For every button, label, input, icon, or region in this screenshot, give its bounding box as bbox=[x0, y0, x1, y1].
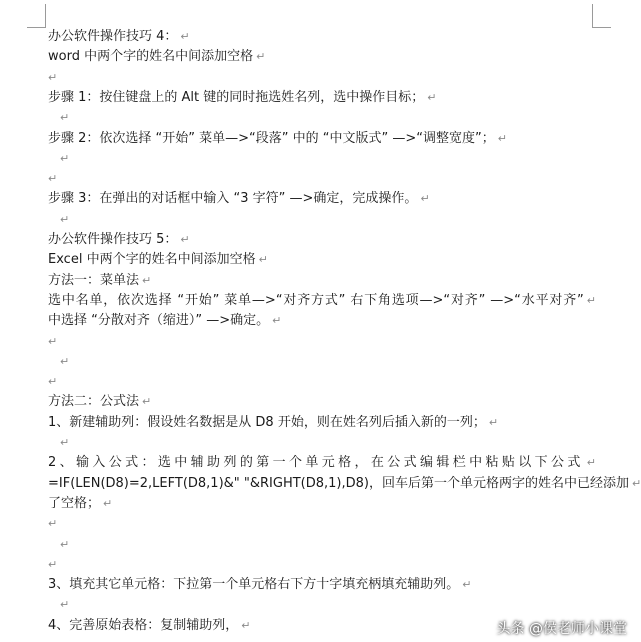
paragraph-text: 办公软件操作技巧 4： bbox=[48, 29, 178, 44]
paragraph-line bbox=[48, 494, 112, 514]
paragraph-mark-icon: ↵ bbox=[258, 253, 268, 267]
paragraph-text: 步骤 1：按住键盘上的 Alt 键的同时拖选姓名列，选中操作目标； bbox=[48, 89, 425, 105]
paragraph-line bbox=[48, 27, 190, 47]
paragraph-line bbox=[48, 129, 507, 149]
paragraph-mark-icon: ↵ bbox=[241, 618, 251, 632]
paragraph-text: 中选择 “分散对齐（缩进）” —>确定。 bbox=[48, 313, 270, 329]
paragraph-mark-icon: ↵ bbox=[48, 557, 58, 571]
paragraph-mark-icon: ↵ bbox=[427, 90, 437, 104]
paragraph-mark-icon: ↵ bbox=[60, 537, 70, 551]
paragraph-text: 方法一：菜单法 bbox=[48, 272, 140, 288]
paragraph-text: 步骤 3：在弹出的对话框中输入 “3 字符” —>确定，完成操作。 bbox=[48, 191, 418, 207]
paragraph-mark-icon: ↵ bbox=[60, 436, 70, 449]
paragraph-mark-icon: ↵ bbox=[103, 496, 113, 510]
paragraph-mark-icon: ↵ bbox=[48, 172, 58, 186]
paragraph-mark-icon: ↵ bbox=[488, 415, 499, 429]
paragraph-text: 1、新建辅助列：假设姓名数据是从 D8 开始，则在姓名列后插入新的一列； bbox=[48, 414, 486, 430]
paragraph-mark-icon: ↵ bbox=[256, 50, 266, 64]
paragraph-text: 3、填充其它单元格：下拉第一个单元格右下方十字填充柄填充辅助列。 bbox=[48, 577, 460, 593]
paragraph-line bbox=[48, 616, 251, 636]
paragraph-text: 步骤 2：依次选择 “开始” 菜单—>“段落” 中的 “中文版式” —>“调整宽度”； bbox=[48, 130, 495, 146]
paragraph-text: 方法二：公式法 bbox=[48, 394, 140, 410]
paragraph-mark-icon: ↵ bbox=[48, 70, 58, 84]
paragraph-mark-icon: ↵ bbox=[48, 334, 58, 348]
paragraph-line bbox=[48, 575, 472, 595]
paragraph-text: 选中名单，依次选择 “开始” 菜单—>“对齐方式” 右下角选项—>“对齐” —>“水平对齐” bbox=[48, 292, 584, 308]
empty-paragraph bbox=[48, 372, 57, 392]
empty-paragraph bbox=[48, 149, 69, 169]
paragraph-mark-icon: ↵ bbox=[180, 233, 190, 246]
paragraph-line bbox=[48, 392, 151, 412]
paragraph-mark-icon: ↵ bbox=[272, 314, 282, 328]
page-corner-mark-top-right bbox=[592, 4, 611, 28]
paragraph-line bbox=[48, 271, 151, 291]
paragraph-text: =IF(LEN(D8)=2,LEFT(D8,1)&" "&RIGHT(D8,1),D8)，回车后第一个单元格两字的姓名中已经添加 bbox=[48, 475, 629, 491]
empty-paragraph bbox=[48, 68, 57, 88]
paragraph-mark-icon: ↵ bbox=[632, 476, 641, 490]
paragraph-line bbox=[48, 413, 498, 433]
paragraph-mark-icon: ↵ bbox=[60, 111, 70, 125]
paragraph-line bbox=[48, 47, 265, 67]
paragraph-text: 了空格； bbox=[48, 495, 101, 511]
paragraph-mark-icon: ↵ bbox=[586, 293, 596, 307]
empty-paragraph bbox=[48, 514, 57, 534]
paragraph-line bbox=[48, 291, 596, 311]
paragraph-line bbox=[48, 311, 281, 331]
empty-paragraph bbox=[48, 332, 57, 352]
watermark: 头条 @侯老师小课堂 bbox=[496, 621, 627, 637]
paragraph-mark-icon: ↵ bbox=[48, 375, 58, 389]
empty-paragraph bbox=[48, 595, 69, 615]
paragraph-line bbox=[48, 189, 430, 209]
paragraph-line bbox=[48, 88, 437, 108]
paragraph-mark-icon: ↵ bbox=[462, 578, 472, 592]
paragraph-mark-icon: ↵ bbox=[180, 30, 190, 43]
paragraph-text: Excel 中两个字的姓名中间添加空格 bbox=[48, 252, 256, 268]
paragraph-mark-icon: ↵ bbox=[60, 598, 70, 612]
paragraph-line bbox=[48, 230, 190, 250]
paragraph-text: word 中两个字的姓名中间添加空格 bbox=[48, 49, 254, 65]
paragraph-line bbox=[48, 453, 596, 473]
empty-paragraph bbox=[48, 352, 69, 372]
empty-paragraph bbox=[48, 535, 69, 555]
paragraph-mark-icon: ↵ bbox=[60, 151, 70, 165]
paragraph-mark-icon: ↵ bbox=[48, 517, 58, 531]
empty-paragraph bbox=[48, 433, 69, 453]
paragraph-text: 4、完善原始表格：复制辅助列， bbox=[48, 617, 239, 633]
empty-paragraph bbox=[48, 555, 57, 575]
paragraph-line bbox=[48, 474, 641, 494]
paragraph-mark-icon: ↵ bbox=[420, 192, 430, 206]
paragraph-mark-icon: ↵ bbox=[60, 354, 70, 368]
paragraph-mark-icon: ↵ bbox=[142, 395, 152, 409]
empty-paragraph bbox=[48, 210, 69, 230]
empty-paragraph bbox=[48, 108, 69, 128]
paragraph-mark-icon: ↵ bbox=[60, 212, 70, 226]
page-corner-mark-top-left bbox=[27, 4, 46, 28]
paragraph-text: 办公软件操作技巧 5： bbox=[48, 232, 178, 247]
paragraph-mark-icon: ↵ bbox=[497, 131, 507, 145]
paragraph-text: 2、输入公式：选中辅助列的第一个单元格，在公式编辑栏中粘贴以下公式 bbox=[48, 455, 584, 471]
paragraph-mark-icon: ↵ bbox=[586, 456, 596, 470]
empty-paragraph bbox=[48, 169, 57, 189]
paragraph-line bbox=[48, 250, 268, 270]
paragraph-mark-icon: ↵ bbox=[142, 273, 152, 287]
